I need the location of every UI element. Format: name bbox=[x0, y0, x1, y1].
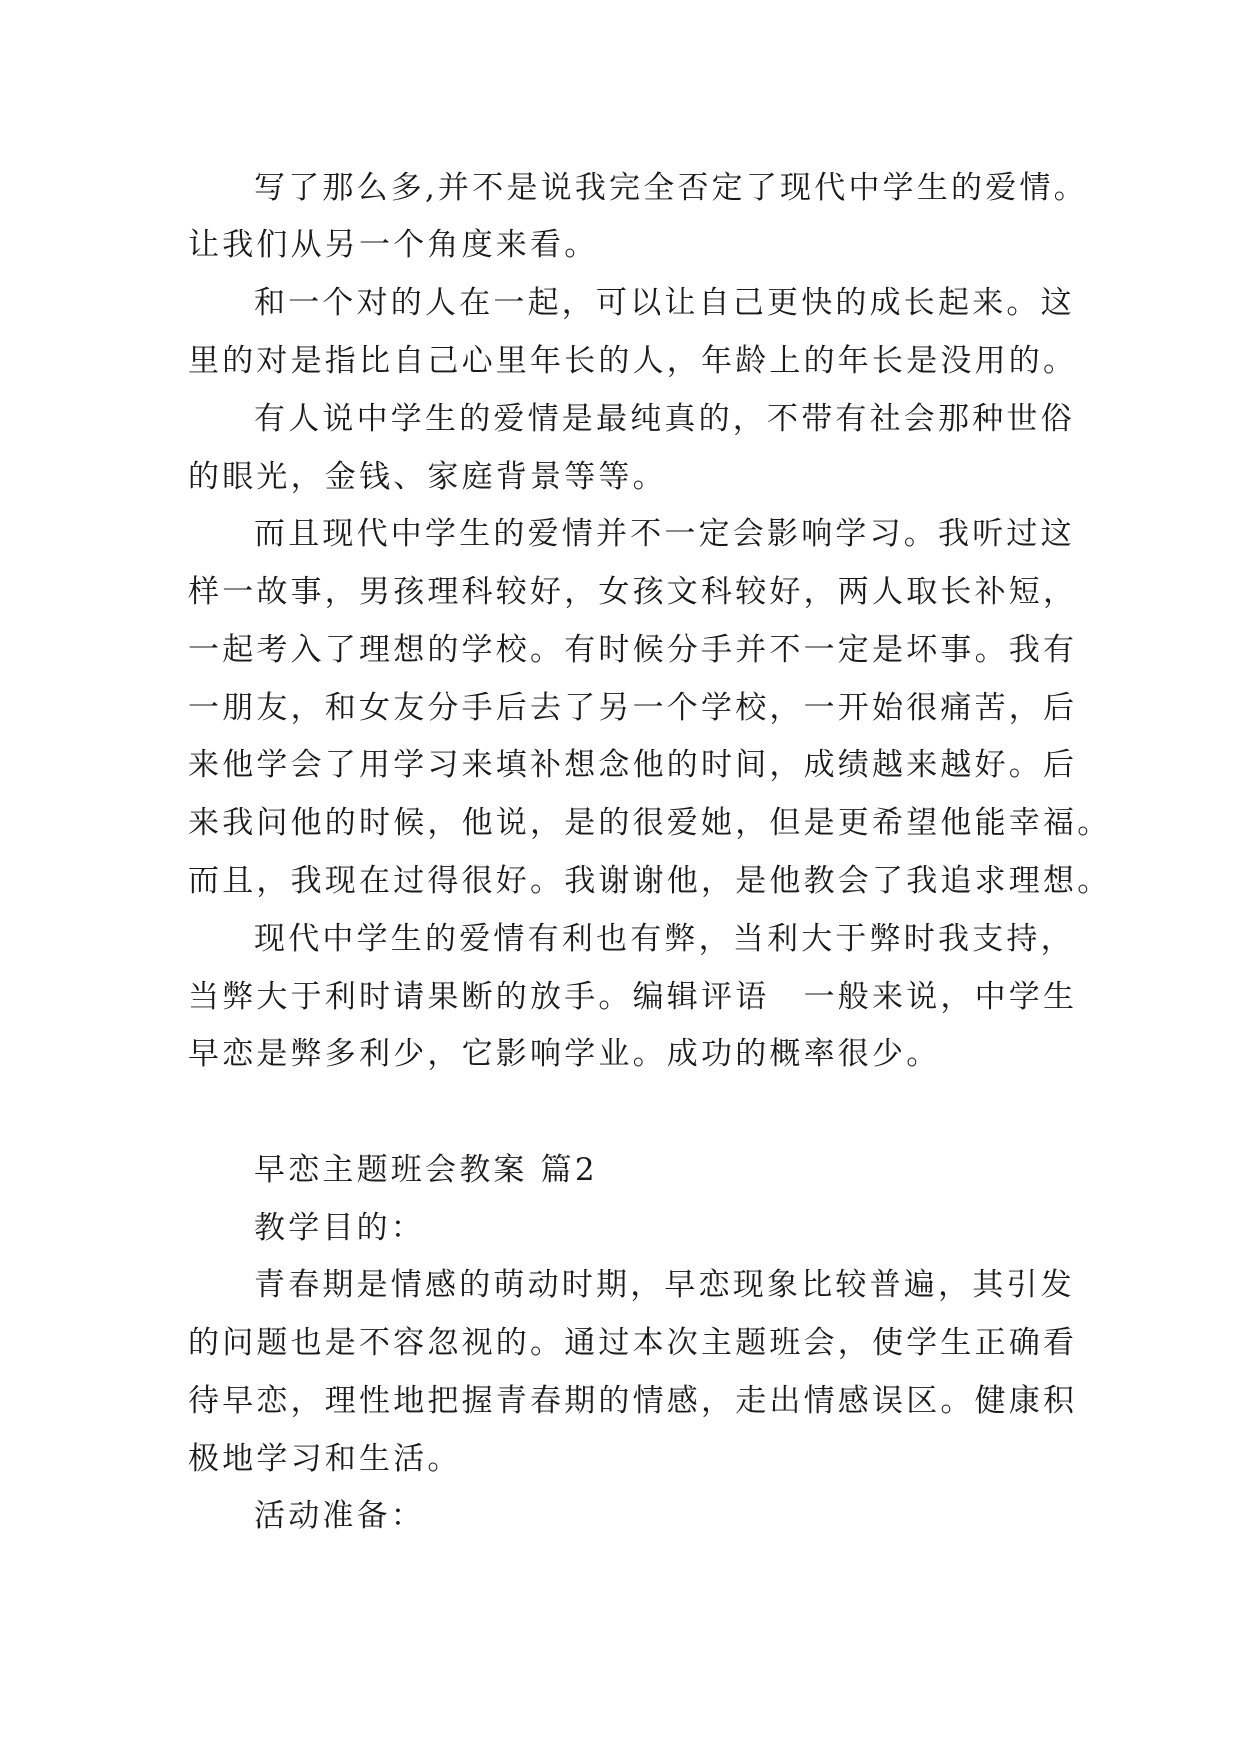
paragraph-line: 的问题也是不容忽视的。通过本次主题班会，使学生正确看 bbox=[188, 1325, 1078, 1361]
paragraph-line: 待早恋，理性地把握青春期的情感，走出情感误区。健康积 bbox=[188, 1383, 1078, 1419]
paragraph-line: 青春期是情感的萌动时期，早恋现象比较普遍，其引发 bbox=[254, 1267, 1075, 1303]
paragraph-line: 有人说中学生的爱情是最纯真的，不带有社会那种世俗 bbox=[254, 401, 1075, 437]
subheading-activity-prep: 活动准备： bbox=[254, 1498, 425, 1534]
paragraph-line: 写了那么多,并不是说我完全否定了现代中学生的爱情。 bbox=[254, 170, 1088, 206]
paragraph-line: 极地学习和生活。 bbox=[188, 1441, 462, 1477]
subheading-teaching-goal: 教学目的： bbox=[254, 1210, 425, 1246]
paragraph-line: 让我们从另一个角度来看。 bbox=[188, 227, 599, 263]
paragraph-line: 现代中学生的爱情有利也有弊，当利大于弊时我支持， bbox=[254, 921, 1075, 957]
paragraph-line: 当弊大于利时请果断的放手。编辑评语 一般来说，中学生 bbox=[188, 979, 1078, 1015]
paragraph-line: 样一故事，男孩理科较好，女孩文科较好，两人取长补短， bbox=[188, 574, 1078, 610]
paragraph-line: 早恋是弊多利少，它影响学业。成功的概率很少。 bbox=[188, 1036, 941, 1072]
paragraph-line: 一朋友，和女友分手后去了另一个学校，一开始很痛苦，后 bbox=[188, 690, 1078, 726]
paragraph-line: 和一个对的人在一起，可以让自己更快的成长起来。这 bbox=[254, 285, 1075, 321]
paragraph-line: 里的对是指比自己心里年长的人，年龄上的年长是没用的。 bbox=[188, 343, 1078, 379]
paragraph-line: 来他学会了用学习来填补想念他的时间，成绩越来越好。后 bbox=[188, 747, 1078, 783]
section-heading: 早恋主题班会教案 篇2 bbox=[254, 1152, 598, 1188]
paragraph-line: 一起考入了理想的学校。有时候分手并不一定是坏事。我有 bbox=[188, 632, 1078, 668]
paragraph-line: 而且，我现在过得很好。我谢谢他，是他教会了我追求理想。 bbox=[188, 863, 1112, 899]
paragraph-line: 来我问他的时候，他说，是的很爱她，但是更希望他能幸福。 bbox=[188, 805, 1112, 841]
paragraph-line: 而且现代中学生的爱情并不一定会影响学习。我听过这 bbox=[254, 516, 1075, 552]
paragraph-line: 的眼光，金钱、家庭背景等等。 bbox=[188, 459, 667, 495]
